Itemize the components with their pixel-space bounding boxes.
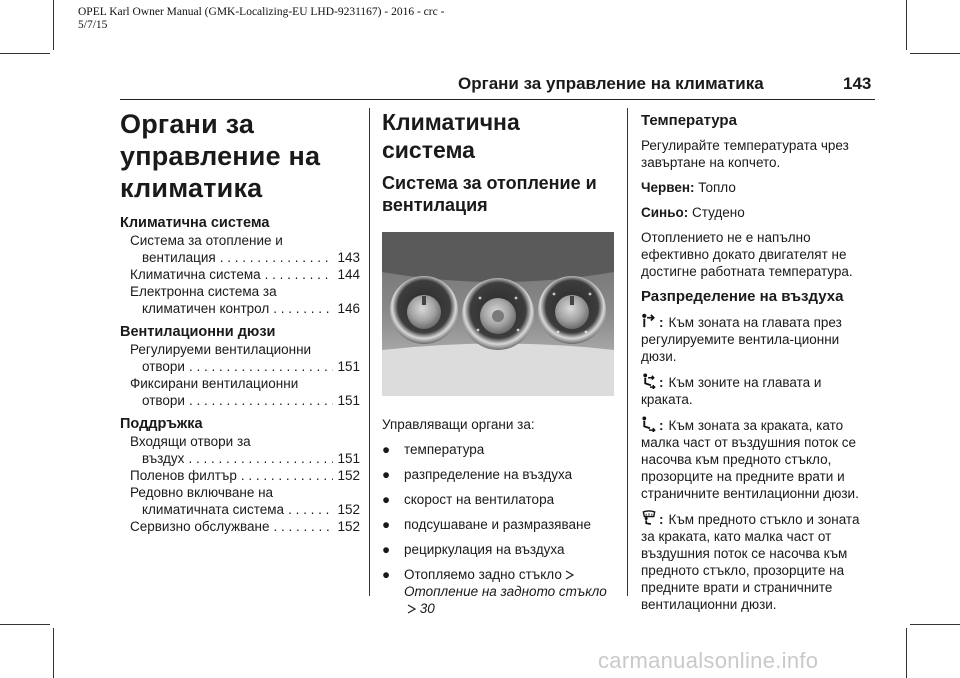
climate-control-panel-photo — [382, 232, 614, 396]
watermark: carmanualsonline.info — [598, 648, 819, 673]
controls-intro: Управляващи органи за: — [382, 417, 535, 432]
toc-entry[interactable] — [120, 283, 360, 317]
list-item — [382, 516, 614, 533]
blue-label: Синьо: — [641, 205, 689, 220]
column-divider — [627, 108, 628, 596]
page-number: 143 — [843, 74, 872, 93]
list-item-text: температура — [404, 442, 485, 457]
list-item-text: разпределение на въздуха — [404, 467, 573, 482]
distribution-mode — [641, 313, 875, 365]
toc-leader-dots — [189, 392, 333, 409]
toc-page-number: 151 — [337, 393, 360, 408]
foot-and-windscreen-vent-icon — [641, 510, 657, 526]
temperature-and-distribution — [641, 108, 875, 621]
crop-mark — [910, 53, 960, 54]
list-item — [382, 566, 614, 617]
toc-entry-title: Система за отопление и — [130, 233, 283, 248]
subsection-title: Система за отопление и вентилация — [382, 173, 597, 215]
toc-entry[interactable] — [120, 375, 360, 409]
toc-entry[interactable] — [120, 433, 360, 467]
toc-page-number: 144 — [337, 267, 360, 282]
red-label: Червен: — [641, 180, 695, 195]
list-item-text: скорост на вентилатора — [404, 492, 555, 507]
toc-leader-dots — [274, 518, 334, 535]
print-header — [78, 6, 444, 32]
toc-entry-text: Климатична система — [130, 267, 261, 282]
toc-group — [120, 323, 360, 409]
toc-entry-title: Входящи отвори за — [130, 434, 251, 449]
temperature-note: Отоплението не е напълно ефективно докато двигателят не достигне работната температура. — [641, 230, 853, 279]
foot-vent-icon — [641, 416, 657, 432]
crop-mark — [906, 0, 907, 50]
distribution-mode — [641, 510, 875, 613]
toc-heading: Поддръжка — [120, 416, 203, 432]
header-rule — [120, 99, 875, 100]
column-divider — [369, 108, 370, 596]
list-item — [382, 491, 614, 508]
mode-description: Към предното стъкло и зоната за краката, като малка част от въздушния поток се насочва към предното стъкло, прозорците на предните врати и страничните вентилационни дюзи. — [641, 512, 860, 612]
toc-entry-text: вентилация — [142, 250, 216, 265]
toc-page-number: 146 — [337, 301, 360, 316]
crop-mark — [0, 53, 50, 54]
crop-mark — [0, 624, 50, 625]
list-item — [382, 441, 614, 458]
chapter-title: Органи за управление на климатика — [120, 109, 321, 203]
toc-entry-title: Електронна система за — [130, 284, 277, 299]
toc-entry[interactable] — [120, 341, 360, 375]
toc-leader-dots — [265, 266, 334, 283]
toc-entry-text: Поленов филтър — [130, 468, 237, 483]
bullet: ● — [382, 467, 391, 482]
toc-leader-dots — [188, 450, 333, 467]
toc-entry[interactable] — [120, 467, 360, 484]
list-item-text: Отопляемо задно стъкло — [404, 567, 562, 582]
toc-entry[interactable] — [120, 266, 360, 283]
toc-entry-text: климатичната система — [142, 502, 285, 517]
list-item — [382, 466, 614, 483]
air-distribution-heading: Разпределение на въздуха — [641, 288, 844, 305]
section-title: Климатична система — [382, 109, 520, 163]
crop-mark — [906, 628, 907, 678]
toc-leader-dots — [273, 300, 333, 317]
blue-setting — [641, 204, 875, 221]
bullet: ● — [382, 567, 391, 582]
temperature-intro: Регулирайте температурата чрез завъртане на копчето. — [641, 138, 849, 170]
mode-description: Към зоната на главата през регулируемите вентила-ционни дюзи. — [641, 315, 842, 364]
distribution-mode — [641, 373, 875, 408]
toc-entry-text: въздух — [142, 451, 185, 466]
mode-description: Към зоната за краката, като малка част от въздушния поток се насочва към предното стъкло, прозорците на предните врати и страничните вентилационни дюзи. — [641, 418, 859, 501]
toc-group — [120, 214, 360, 317]
head-level-vent-icon — [641, 313, 657, 329]
bullet: ● — [382, 442, 391, 457]
toc-page-number: 151 — [337, 359, 360, 374]
toc-page-number: 152 — [337, 519, 360, 534]
table-of-contents — [120, 214, 360, 535]
list-item-text: подсушаване и размразяване — [404, 517, 591, 532]
list-item-text: рециркулация на въздуха — [404, 542, 565, 557]
bullet: ● — [382, 542, 391, 557]
crop-mark — [910, 624, 960, 625]
toc-entry[interactable] — [120, 518, 360, 535]
toc-leader-dots — [220, 249, 334, 266]
print-header-date: 5/7/15 — [78, 19, 108, 31]
toc-entry[interactable] — [120, 232, 360, 266]
toc-entry-title: Фиксирани вентилационни — [130, 376, 299, 391]
red-value: Топло — [698, 180, 736, 195]
toc-heading: Климатична система — [120, 215, 270, 231]
toc-page-number: 143 — [337, 250, 360, 265]
toc-leader-dots — [189, 358, 333, 375]
toc-leader-dots — [288, 501, 333, 518]
distribution-mode — [641, 416, 875, 502]
page-reference-icon — [407, 604, 416, 614]
section-climate-system — [382, 108, 614, 625]
toc-entry-text: Сервизно обслужване — [130, 519, 270, 534]
air-distribution-modes — [641, 313, 875, 613]
red-setting — [641, 179, 875, 196]
toc-entry-text: отвори — [142, 393, 185, 408]
toc-page-number: 152 — [337, 502, 360, 517]
chapter-contents — [120, 108, 360, 541]
bullet: ● — [382, 492, 391, 507]
toc-entry-text: отвори — [142, 359, 185, 374]
mode-description: Към зоните на главата и краката. — [641, 375, 822, 407]
toc-entry[interactable] — [120, 484, 360, 518]
mode-colon: : — [659, 375, 664, 390]
temperature-heading: Температура — [641, 112, 737, 129]
print-header-line: OPEL Karl Owner Manual (GMK-Localizing-EU LHD-9231167) - 2016 - crc - — [78, 6, 445, 18]
toc-entry-title: Регулируеми вентилационни — [130, 342, 312, 357]
mode-colon: : — [659, 315, 664, 330]
reference-link[interactable]: Отопление на задното стъкло — [404, 584, 607, 599]
reference-page[interactable]: 30 — [419, 601, 435, 616]
toc-heading: Вентилационни дюзи — [120, 324, 276, 340]
mode-colon: : — [659, 512, 664, 527]
crop-mark — [53, 0, 54, 50]
head-and-foot-vent-icon — [641, 373, 657, 389]
toc-entry-title: Редовно включване на — [130, 485, 274, 500]
running-title: Органи за управление на климатика — [458, 74, 764, 93]
toc-leader-dots — [241, 467, 334, 484]
crop-mark — [53, 628, 54, 678]
mode-colon: : — [659, 418, 664, 433]
list-item — [382, 541, 614, 558]
toc-entry-text: климатичен контрол — [142, 301, 270, 316]
bullet: ● — [382, 517, 391, 532]
toc-page-number: 152 — [337, 468, 360, 483]
toc-group — [120, 415, 360, 535]
controls-list — [382, 441, 614, 558]
blue-value: Студено — [692, 205, 745, 220]
toc-page-number: 151 — [337, 451, 360, 466]
page-reference-icon — [565, 570, 574, 580]
